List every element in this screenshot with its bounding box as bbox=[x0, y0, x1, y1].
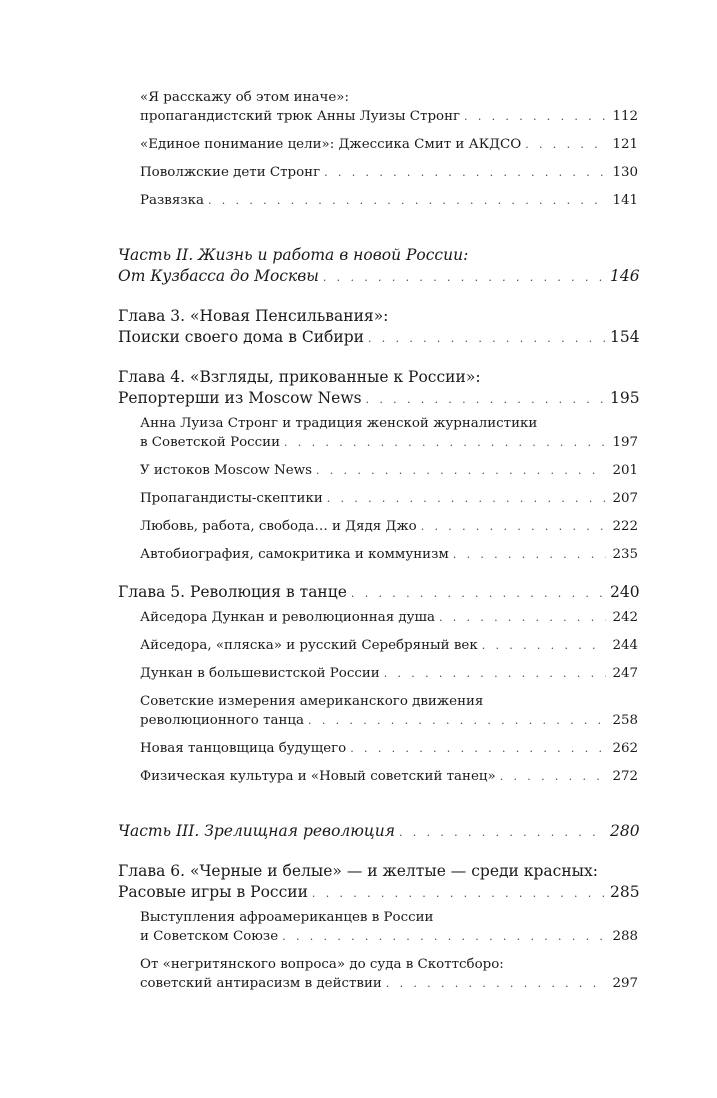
toc-entry-title: Айседора Дункан и революционная душа bbox=[140, 610, 435, 625]
toc-entry-line bbox=[140, 664, 638, 683]
toc-entry-title: Пропагандисты-скептики bbox=[140, 491, 323, 506]
toc-entry-title: «Я расскажу об этом иначе»: bbox=[140, 90, 349, 105]
toc-entry-line bbox=[140, 135, 638, 154]
page-number: 258 bbox=[612, 713, 638, 728]
toc-section-entry[interactable] bbox=[118, 461, 638, 480]
toc-entry-line bbox=[118, 306, 638, 327]
toc-entry-title: революционного танца bbox=[140, 713, 305, 728]
toc-entry-title: в Советской России bbox=[140, 435, 281, 450]
toc-entry-title: Часть II. Жизнь и работа в новой России: bbox=[118, 246, 469, 264]
dot-leader bbox=[316, 461, 606, 480]
toc-entry-title: Глава 6. «Черные и белые» — и желтые — среди красных: bbox=[118, 862, 598, 880]
toc-entry-line bbox=[140, 163, 638, 182]
toc-entry-title: Анна Луиза Стронг и традиция женской журналистики bbox=[140, 416, 538, 431]
dot-leader bbox=[439, 608, 606, 627]
dot-leader bbox=[350, 739, 606, 758]
page-number: 195 bbox=[610, 389, 640, 407]
dot-leader bbox=[384, 664, 606, 683]
page-number: 285 bbox=[610, 883, 640, 901]
toc-entry-title: пропагандистский трюк Анны Луизы Стронг bbox=[140, 109, 461, 124]
page-number: 207 bbox=[612, 491, 638, 506]
page-number: 235 bbox=[612, 547, 638, 562]
dot-leader bbox=[386, 974, 606, 993]
toc-entry-line bbox=[140, 711, 638, 730]
toc-chapter-entry[interactable] bbox=[118, 861, 638, 904]
toc-entry-title: У истоков Moscow News bbox=[140, 463, 312, 478]
toc-section-entry[interactable] bbox=[118, 608, 638, 627]
dot-leader bbox=[525, 135, 606, 154]
toc-chapter-entry[interactable] bbox=[118, 582, 638, 604]
page-number: 240 bbox=[610, 583, 640, 601]
toc-section-entry[interactable] bbox=[118, 908, 638, 946]
page-number: 154 bbox=[610, 328, 640, 346]
toc-entry-title: Физическая культура и «Новый советский танец» bbox=[140, 769, 496, 784]
page-number: 201 bbox=[612, 463, 638, 478]
toc-section-entry[interactable] bbox=[118, 739, 638, 758]
toc-entry-title: Автобиография, самокритика и коммунизм bbox=[140, 547, 449, 562]
toc-entry-title: Выступления афроамериканцев в России bbox=[140, 910, 434, 925]
table-of-contents bbox=[118, 88, 638, 993]
toc-section-entry[interactable] bbox=[118, 163, 638, 182]
toc-entry-title: Глава 5. Революция в танце bbox=[118, 583, 347, 601]
page-number: 222 bbox=[612, 519, 638, 534]
dot-leader bbox=[399, 822, 606, 843]
toc-entry-line bbox=[140, 489, 638, 508]
page-number: 247 bbox=[612, 666, 638, 681]
toc-entry-line bbox=[118, 266, 638, 288]
toc-section-entry[interactable] bbox=[118, 414, 638, 452]
toc-entry-title: Развязка bbox=[140, 193, 204, 208]
page-number: 130 bbox=[612, 165, 638, 180]
toc-entry-title: Новая танцовщица будущего bbox=[140, 741, 347, 756]
toc-entry-title: Глава 4. «Взгляды, прикованные к России»: bbox=[118, 368, 481, 386]
toc-entry-line bbox=[140, 927, 638, 946]
toc-part-entry[interactable] bbox=[118, 245, 638, 288]
toc-entry-title: Репортерши из Moscow News bbox=[118, 389, 362, 407]
page-number: 244 bbox=[612, 638, 638, 653]
dot-leader bbox=[453, 545, 606, 564]
toc-entry-title: От «негритянского вопроса» до суда в Скоттсборо: bbox=[140, 957, 504, 972]
toc-section-entry[interactable] bbox=[118, 191, 638, 210]
toc-entry-title: Айседора, «пляска» и русский Серебряный век bbox=[140, 638, 478, 653]
toc-entry-line bbox=[140, 545, 638, 564]
toc-entry-title: Часть III. Зрелищная революция bbox=[118, 822, 395, 840]
dot-leader bbox=[312, 883, 606, 904]
dot-leader bbox=[421, 517, 606, 536]
page-number: 112 bbox=[612, 109, 638, 124]
toc-entry-title: От Кузбасса до Москвы bbox=[118, 267, 319, 285]
toc-entry-line bbox=[140, 107, 638, 126]
toc-entry-title: Советские измерения американского движения bbox=[140, 694, 484, 709]
dot-leader bbox=[323, 267, 606, 288]
toc-entry-line bbox=[140, 608, 638, 627]
toc-entry-title: «Единое понимание цели»: Джессика Смит и АКДСО bbox=[140, 137, 522, 152]
toc-entry-line bbox=[140, 692, 638, 711]
toc-entry-title: Поиски своего дома в Сибири bbox=[118, 328, 364, 346]
toc-entry-line bbox=[140, 433, 638, 452]
dot-leader bbox=[284, 433, 606, 452]
dot-leader bbox=[208, 191, 606, 210]
page-number: 197 bbox=[612, 435, 638, 450]
toc-entry-line bbox=[118, 582, 638, 604]
page-number: 297 bbox=[612, 976, 638, 991]
dot-leader bbox=[324, 163, 606, 182]
toc-chapter-entry[interactable] bbox=[118, 306, 638, 349]
toc-section-entry[interactable] bbox=[118, 88, 638, 126]
toc-chapter-entry[interactable] bbox=[118, 367, 638, 410]
toc-entry-title: Поволжские дети Стронг bbox=[140, 165, 321, 180]
page-number: 121 bbox=[612, 137, 638, 152]
toc-entry-line bbox=[140, 517, 638, 536]
dot-leader bbox=[308, 711, 606, 730]
toc-section-entry[interactable] bbox=[118, 636, 638, 655]
toc-part-entry[interactable] bbox=[118, 821, 638, 843]
toc-entry-line bbox=[118, 821, 638, 843]
toc-entry-title: и Советском Союзе bbox=[140, 929, 279, 944]
dot-leader bbox=[368, 328, 606, 349]
toc-entry-line bbox=[140, 191, 638, 210]
dot-leader bbox=[464, 107, 606, 126]
toc-section-entry[interactable] bbox=[118, 955, 638, 993]
page-number: 242 bbox=[612, 610, 638, 625]
page-number: 280 bbox=[610, 822, 640, 840]
dot-leader bbox=[366, 389, 606, 410]
toc-entry-title: советский антирасизм в действии bbox=[140, 976, 382, 991]
toc-section-entry[interactable] bbox=[118, 664, 638, 683]
toc-entry-line bbox=[140, 955, 638, 974]
toc-section-entry[interactable] bbox=[118, 517, 638, 536]
toc-entry-line bbox=[140, 461, 638, 480]
toc-entry-title: Дункан в большевистской России bbox=[140, 666, 380, 681]
toc-entry-line bbox=[118, 245, 638, 266]
dot-leader bbox=[482, 636, 606, 655]
page-number: 272 bbox=[612, 769, 638, 784]
dot-leader bbox=[351, 583, 606, 604]
toc-entry-title: Глава 3. «Новая Пенсильвания»: bbox=[118, 307, 389, 325]
toc-entry-title: Любовь, работа, свобода… и Дядя Джо bbox=[140, 519, 417, 534]
toc-section-entry[interactable] bbox=[118, 692, 638, 730]
toc-entry-line bbox=[118, 861, 638, 882]
toc-section-entry[interactable] bbox=[118, 767, 638, 786]
page-number: 141 bbox=[612, 193, 638, 208]
toc-section-entry[interactable] bbox=[118, 489, 638, 508]
toc-entry-line bbox=[140, 974, 638, 993]
toc-entry-line bbox=[118, 367, 638, 388]
dot-leader bbox=[282, 927, 606, 946]
toc-entry-line bbox=[140, 636, 638, 655]
toc-entry-line bbox=[140, 739, 638, 758]
dot-leader bbox=[500, 767, 606, 786]
toc-entry-line bbox=[140, 908, 638, 927]
toc-entry-line bbox=[140, 767, 638, 786]
toc-entry-title: Расовые игры в России bbox=[118, 883, 308, 901]
toc-entry-line bbox=[140, 88, 638, 107]
toc-section-entry[interactable] bbox=[118, 545, 638, 564]
toc-entry-line bbox=[118, 388, 638, 410]
dot-leader bbox=[327, 489, 606, 508]
page-number: 288 bbox=[612, 929, 638, 944]
toc-entry-line bbox=[140, 414, 638, 433]
page-number: 262 bbox=[612, 741, 638, 756]
toc-entry-line bbox=[118, 882, 638, 904]
toc-entry-line bbox=[118, 327, 638, 349]
toc-section-entry[interactable] bbox=[118, 135, 638, 154]
page-number: 146 bbox=[610, 267, 640, 285]
